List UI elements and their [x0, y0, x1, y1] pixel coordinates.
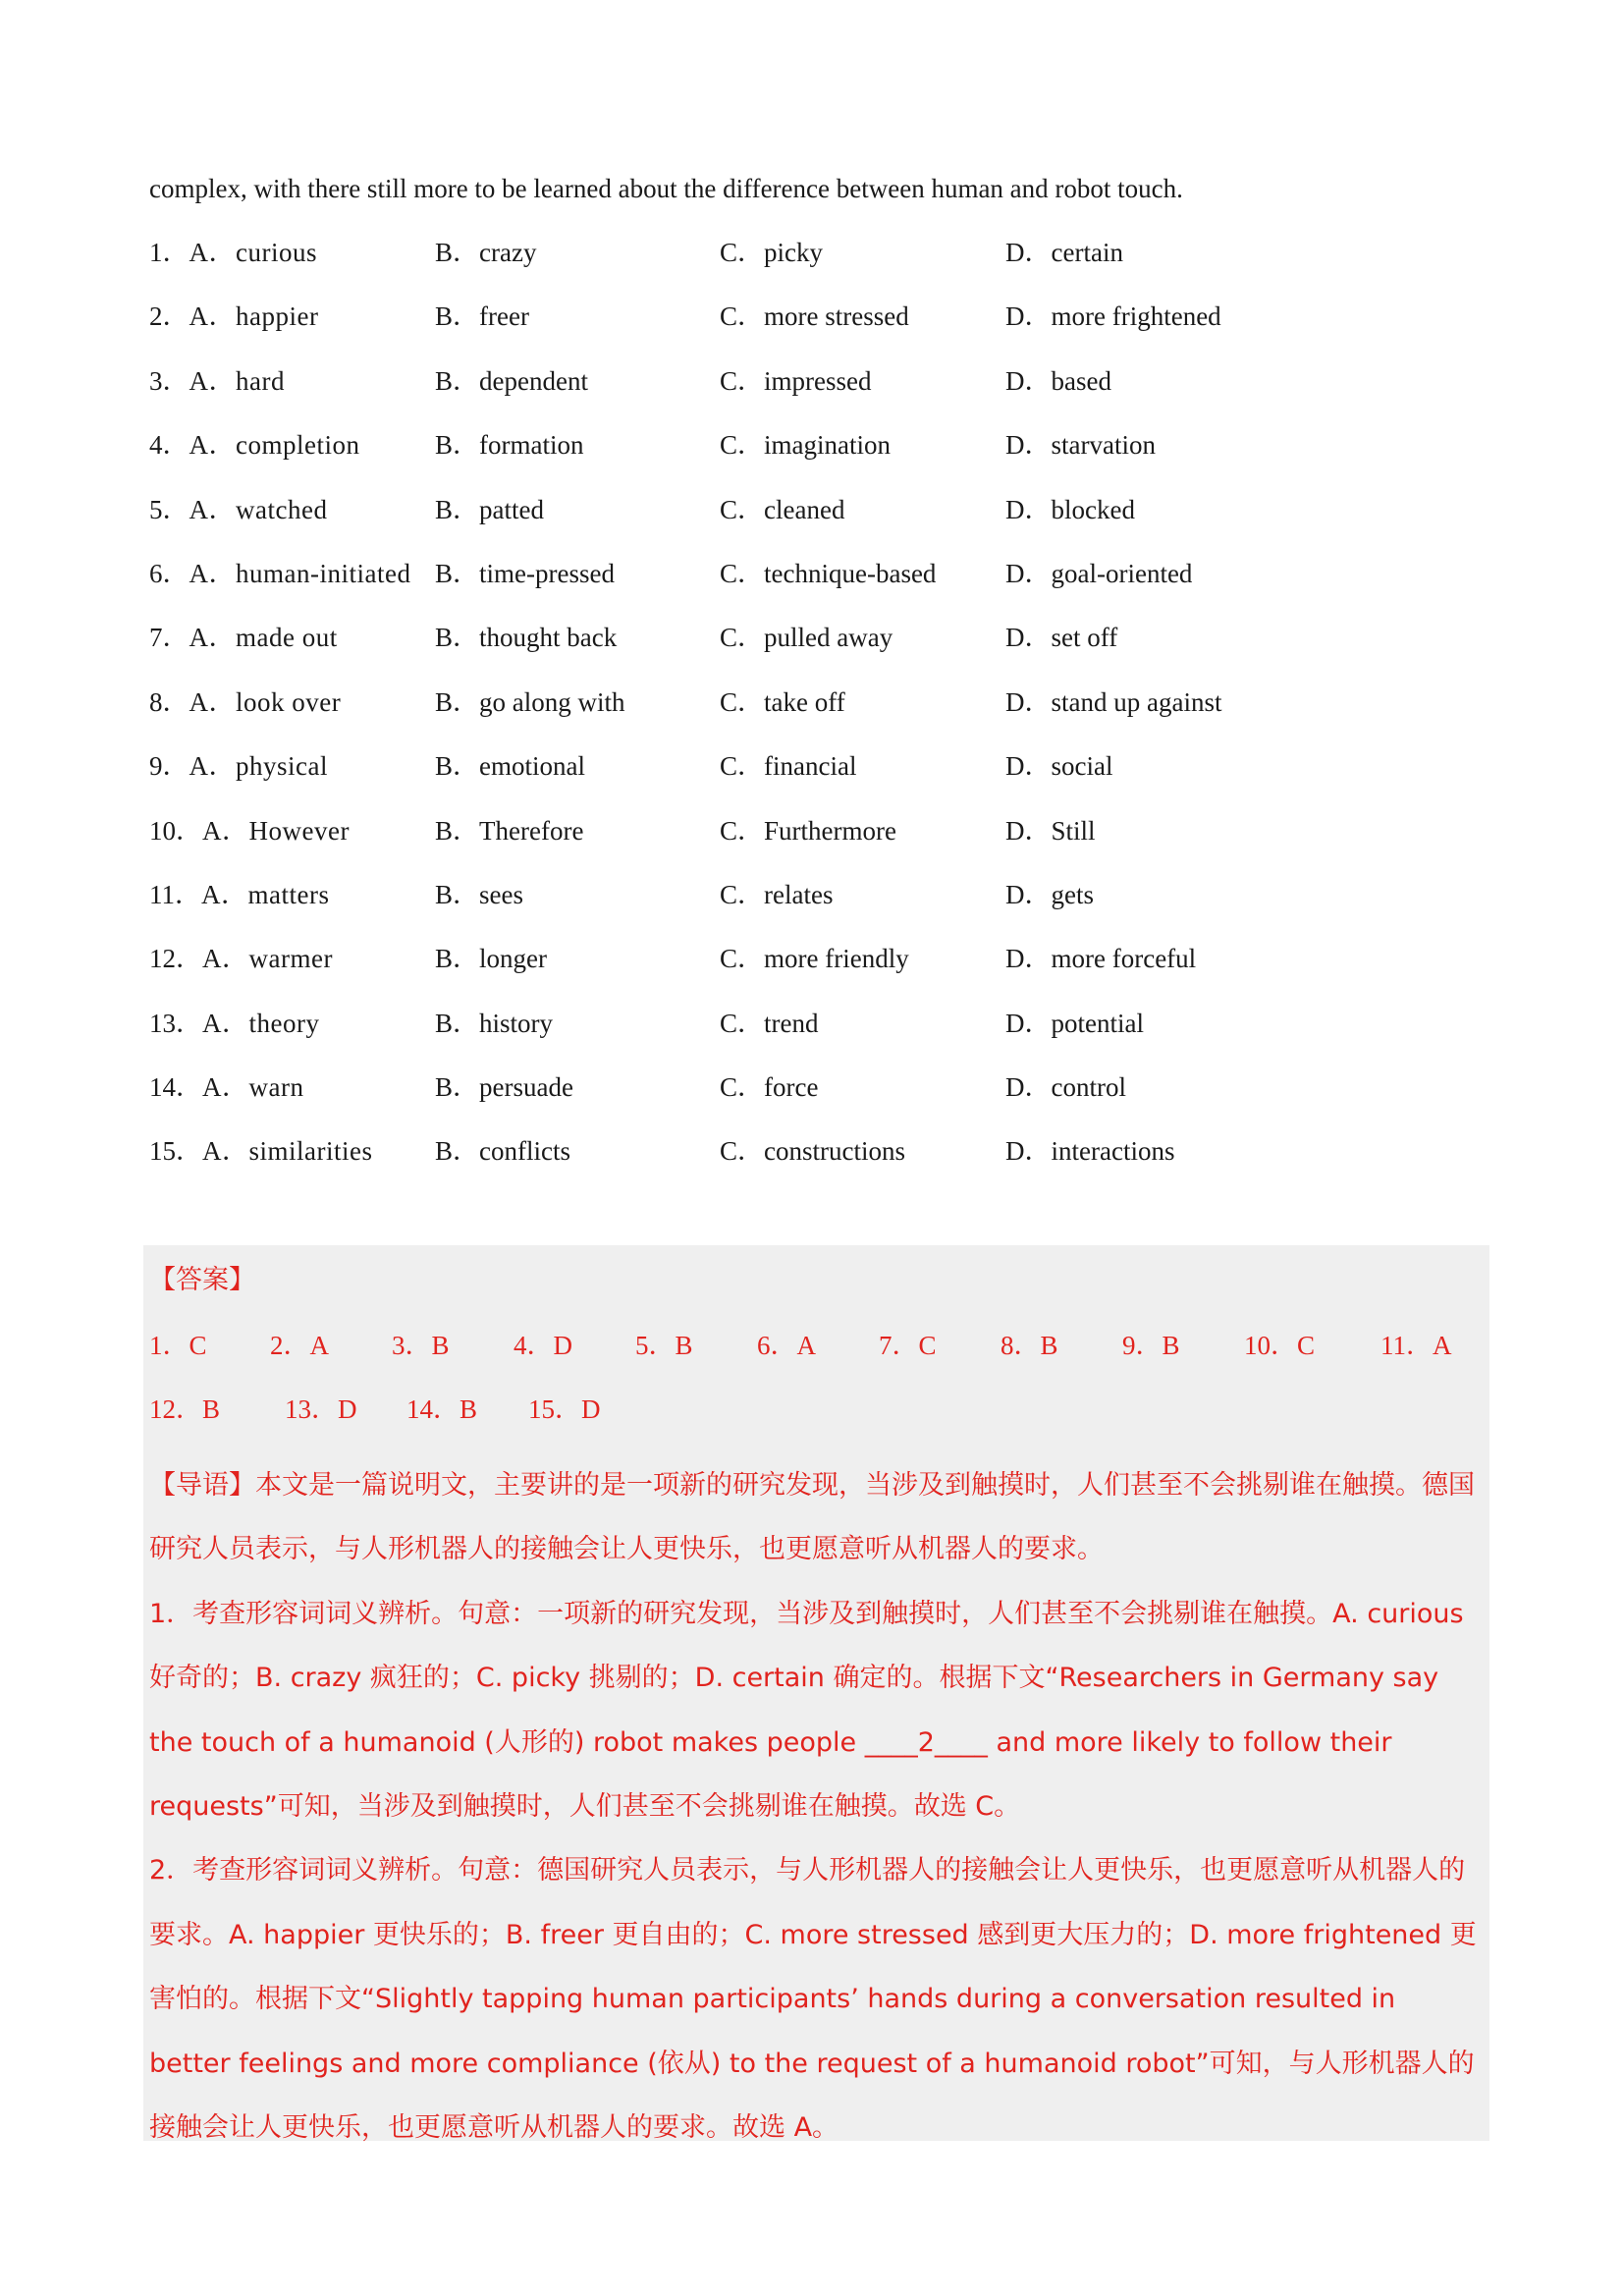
option-a-text: A．physical [189, 751, 328, 782]
explanation-intro: 【导语】本文是一篇说明文，主要讲的是一项新的研究发现，当涉及到触摸时，人们甚至不会挑剔谁在触摸。德国研究人员表示，与人形机器人的接触会让人更快乐，也更愿意听从机器人的要求。 [149, 1470, 1475, 1565]
question-row [149, 618, 1485, 682]
option-c: C．pulled away [720, 623, 893, 653]
option-d: D．gets [1005, 879, 1094, 909]
answer-key-item: 6．A [757, 1331, 816, 1360]
question-row [149, 811, 1485, 875]
answer-key-item: 10．C [1244, 1331, 1316, 1360]
option-a-text: A．similarities [202, 1136, 373, 1167]
question-row [149, 297, 1485, 360]
option-a [149, 1067, 435, 1107]
answer-section [143, 1245, 1489, 2144]
question-row [149, 361, 1485, 425]
option-d: D．control [1005, 1072, 1126, 1103]
option-a-text: A．warmer [202, 944, 333, 974]
answer-key-item: 5．B [635, 1331, 693, 1360]
option-a [149, 425, 435, 465]
option-d: D．set off [1005, 623, 1118, 653]
answer-key-row-1 [149, 1326, 1459, 1365]
option-b: B．conflicts [435, 1136, 570, 1167]
option-b: B．freer [435, 301, 529, 332]
option-d: D．Still [1005, 815, 1096, 846]
answer-key-item: 3．B [392, 1331, 450, 1360]
question-number: 2． [149, 301, 189, 332]
question-number: 14． [149, 1072, 202, 1103]
answer-key-item: 8．B [1001, 1331, 1058, 1360]
question-number: 13． [149, 1008, 202, 1038]
option-c: C．technique-based [720, 558, 937, 588]
question-row [149, 554, 1485, 618]
option-a [149, 1131, 435, 1171]
option-a-text: A．curious [189, 238, 317, 267]
option-b: B．formation [435, 430, 584, 461]
question-number: 6． [149, 558, 189, 588]
answer-key-item: 4．D [514, 1331, 572, 1360]
option-d: D．more forceful [1005, 944, 1197, 974]
option-a-text: A．watched [189, 494, 328, 524]
option-c: C．picky [720, 238, 823, 267]
option-b: B．sees [435, 879, 523, 909]
option-c: C．financial [720, 751, 857, 782]
option-a [149, 233, 435, 272]
passage-closing-line: complex, with there still more to be learned about the difference between human and robot touch. [149, 174, 1183, 203]
option-b: B．patted [435, 494, 544, 524]
answer-key-item: 2．A [270, 1331, 329, 1360]
option-a [149, 939, 435, 978]
question-number: 9． [149, 751, 189, 782]
question-row [149, 1131, 1485, 1195]
option-a-text: A．matters [201, 879, 330, 909]
option-a [149, 746, 435, 786]
option-d: D．more frightened [1005, 301, 1221, 332]
option-d: D．based [1005, 365, 1111, 396]
answer-key-item: 15．D [528, 1394, 601, 1424]
option-a [149, 297, 435, 336]
option-d: D．social [1005, 751, 1113, 782]
option-b: B．crazy [435, 238, 537, 267]
option-c: C．imagination [720, 430, 891, 461]
option-d: D．blocked [1005, 494, 1135, 524]
question-number: 4． [149, 430, 189, 461]
question-row [149, 746, 1485, 810]
option-a [149, 361, 435, 401]
answer-key-item: 11．A [1380, 1331, 1452, 1360]
option-a-text: A．However [202, 815, 350, 846]
question-row [149, 939, 1485, 1003]
option-c: C．Furthermore [720, 815, 896, 846]
option-a-text: A．look over [189, 686, 342, 717]
option-b: B．history [435, 1008, 554, 1038]
answer-key-item: 13．D [285, 1394, 357, 1424]
option-a [149, 683, 435, 722]
option-d: D．interactions [1005, 1136, 1175, 1167]
question-row [149, 1004, 1485, 1067]
option-a-text: A．theory [202, 1008, 320, 1038]
option-d: D．starvation [1005, 430, 1156, 461]
option-a [149, 618, 435, 657]
option-a [149, 1004, 435, 1043]
explanation-q2: 2．考查形容词词义辨析。句意：德国研究人员表示，与人形机器人的接触会让人更快乐，也更愿意听从机器人的要求。A. happier 更快乐的；B. freer 更自由的；C. more stressed 感到更大压力的；D. more frightened 更害怕的。根据下文“Slightly tapping human participants’ hands during a conversation resulted in better feelings and more compliance (依从) to the request of a humanoid robot”可知，与人形机器人的接触会让人更快乐，也更愿意听从机器人的要求。故选 A。 [149, 1855, 1477, 2144]
question-number: 12． [149, 944, 202, 974]
option-c: C．force [720, 1072, 819, 1103]
option-d: D．certain [1005, 238, 1123, 267]
option-b: B．thought back [435, 623, 618, 653]
option-c: C．more stressed [720, 301, 909, 332]
option-c: C．more friendly [720, 944, 909, 974]
question-number: 8． [149, 686, 189, 717]
option-a [149, 490, 435, 529]
question-number: 3． [149, 365, 189, 396]
answer-key-item: 14．B [406, 1394, 478, 1424]
option-a-text: A．hard [189, 365, 285, 396]
question-list [149, 233, 1485, 1196]
question-number: 10． [149, 815, 202, 846]
question-number: 7． [149, 623, 189, 653]
option-b: B．Therefore [435, 815, 584, 846]
question-number: 1． [149, 238, 189, 267]
question-row [149, 1067, 1485, 1131]
option-a [149, 875, 435, 914]
option-c: C．take off [720, 686, 845, 717]
option-b: B．longer [435, 944, 547, 974]
option-a-text: A．happier [189, 301, 319, 332]
question-row [149, 490, 1485, 554]
option-c: C．constructions [720, 1136, 905, 1167]
question-row [149, 683, 1485, 746]
answer-key-item: 12．B [149, 1394, 221, 1424]
answer-heading: 【答案】 [149, 1265, 255, 1295]
option-a [149, 554, 435, 593]
answer-key-item: 7．C [879, 1331, 937, 1360]
answer-key-item: 9．B [1122, 1331, 1180, 1360]
option-c: C．cleaned [720, 494, 845, 524]
explanation-q1: 1．考查形容词词义辨析。句意：一项新的研究发现，当涉及到触摸时，人们甚至不会挑剔谁在触摸。A. curious 好奇的；B. crazy 疯狂的；C. picky 挑剔的；D. certain 确定的。根据下文“Researchers in Germany say the touch of a humanoid (人形的) robot makes people ____2____ and more likely to follow their requests”可知，当涉及到触摸时，人们甚至不会挑剔谁在触摸。故选 C。 [149, 1598, 1464, 1823]
option-d: D．goal-oriented [1005, 558, 1193, 588]
answer-key-row-2 [149, 1390, 607, 1429]
question-number: 5． [149, 494, 189, 524]
option-c: C．impressed [720, 365, 872, 396]
question-number: 15． [149, 1136, 202, 1167]
option-b: B．time-pressed [435, 558, 615, 588]
question-number: 11． [149, 879, 201, 909]
question-row [149, 425, 1485, 489]
question-row [149, 233, 1485, 297]
option-a-text: A．warn [202, 1072, 304, 1103]
option-d: D．potential [1005, 1008, 1144, 1038]
explanation-block [149, 1453, 1485, 2159]
option-b: B．go along with [435, 686, 625, 717]
option-a [149, 811, 435, 850]
option-a-text: A．completion [189, 430, 360, 461]
option-c: C．relates [720, 879, 834, 909]
option-d: D．stand up against [1005, 686, 1222, 717]
option-b: B．persuade [435, 1072, 573, 1103]
answer-key-item: 1．C [149, 1331, 207, 1360]
option-b: B．emotional [435, 751, 585, 782]
question-row [149, 875, 1485, 939]
option-c: C．trend [720, 1008, 819, 1038]
option-a-text: A．made out [189, 623, 338, 653]
option-b: B．dependent [435, 365, 588, 396]
option-a-text: A．human-initiated [189, 558, 411, 588]
